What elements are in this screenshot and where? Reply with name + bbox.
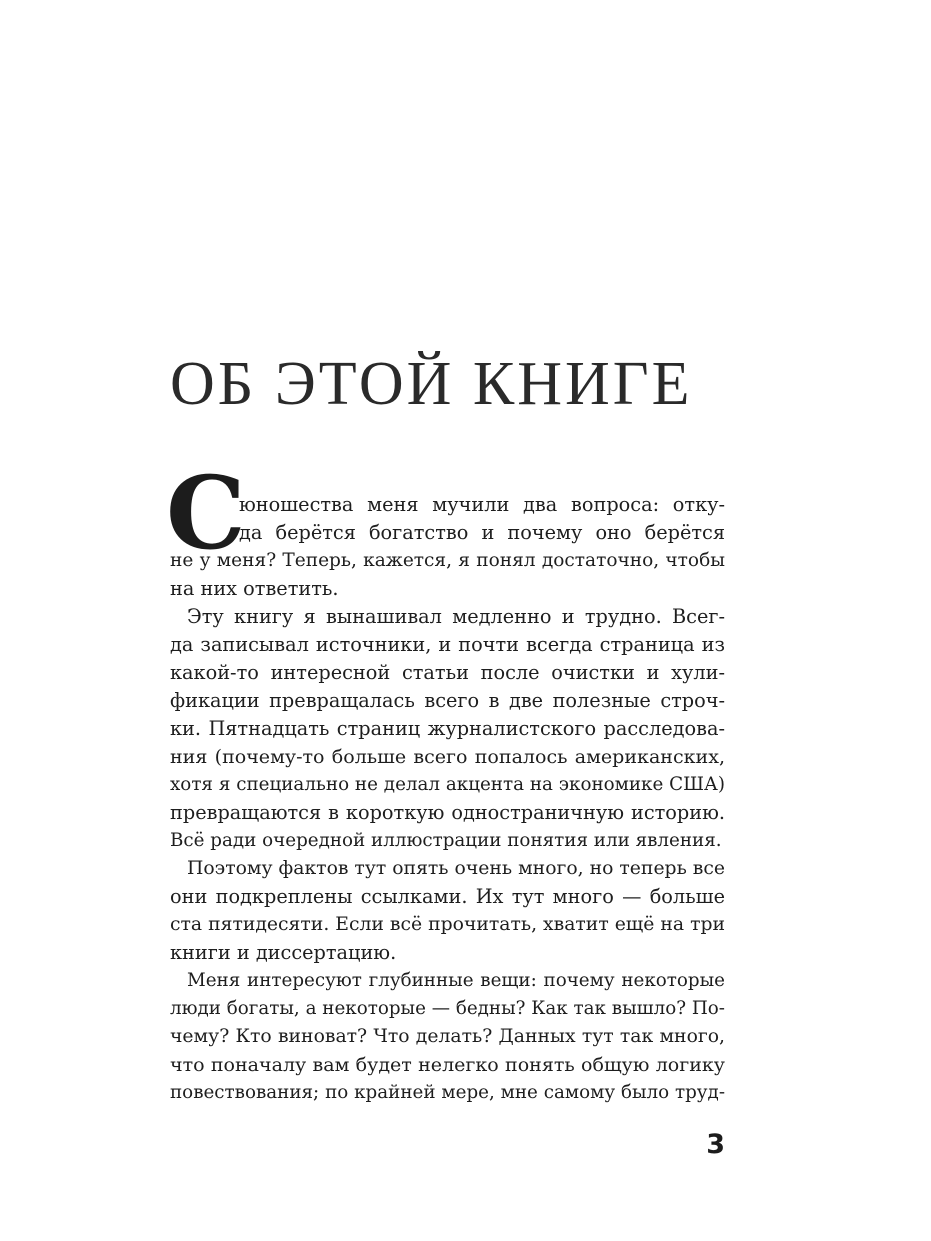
body-text [170,491,725,1107]
text-line: они подкреплены ссылками. Их тут много — больше [170,885,725,908]
text-line: Меня интересуют глубинные вещи: почему некоторые [187,970,725,991]
text-line: книги и диссертацию. [170,941,397,964]
text-line: юношества меня мучили два вопроса: отку- [239,493,725,516]
text-line: люди богаты, а некоторые — бедны? Как так вышло? По- [170,998,725,1019]
text-line: что поначалу вам будет нелегко понять общую логику [170,1054,725,1076]
text-line: повествования; по крайней мере, мне самому было труд- [170,1082,725,1103]
text-line: Всё ради очередной иллюстрации понятия или явления. [170,830,722,851]
text-line: не у меня? Теперь, кажется, я понял достаточно, чтобы [170,550,725,571]
drop-cap: С [166,454,246,572]
text-line: хотя я специально не делал акцента на экономике США) [170,774,725,795]
text-line: Поэтому фактов тут опять очень много, но теперь все [187,858,725,879]
text-line: ста пятидесяти. Если всё прочитать, хватит ещё на три [170,914,725,935]
text-line: на них ответить. [170,577,339,600]
text-line: Эту книгу я вынашивал медленно и трудно. Всег- [187,605,725,628]
text-line: да берётся богатство и почему оно берётся [239,521,725,544]
text-line: фикации превращалась всего в две полезные строч- [170,689,725,712]
text-line: превращаются в короткую одностраничную историю. [170,801,725,824]
text-line: какой-то интересной статьи после очистки и хули- [170,661,725,684]
chapter-title: ОБ ЭТОЙ КНИГЕ [170,350,693,418]
text-line: да записывал источники, и почти всегда страница из [170,633,725,656]
text-line: ки. Пятнадцать страниц журналистского расследова- [170,717,725,740]
text-line: чему? Кто виноват? Что делать? Данных тут так много, [170,1026,725,1047]
page-number: 3 [706,1129,725,1160]
text-line: ния (почему-то больше всего попалось американских, [170,746,725,768]
